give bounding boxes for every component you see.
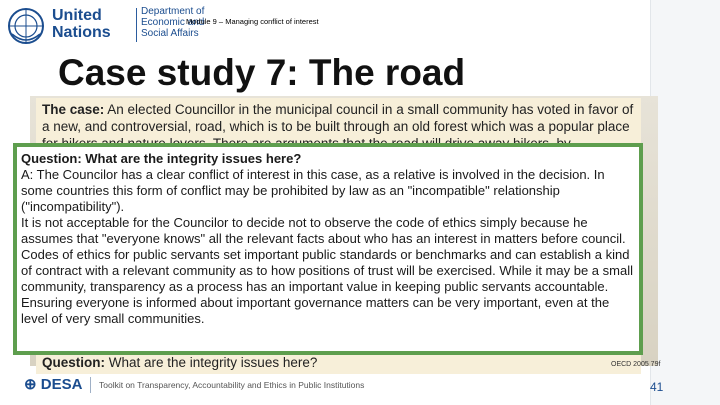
dept-line2: Economic and	[141, 17, 205, 28]
bottom-question	[36, 352, 641, 374]
dept-line1: Department of	[141, 6, 205, 17]
bottom-question-label: Question:	[42, 355, 105, 370]
module-title: Module 9 – Managing conflict of interest	[186, 17, 319, 26]
right-decorative-strip	[650, 0, 720, 405]
answer-question: Question: What are the integrity issues here?	[21, 151, 302, 166]
source-note: OECD 2005 79f	[611, 361, 661, 368]
case-text: An elected Councillor in the municipal council in a small community has voted in favor of a new, and controversial, road, which is to be built through an old forest which was a popular place	[42, 102, 634, 134]
un-wordmark	[52, 7, 111, 41]
desa-logo	[24, 375, 82, 393]
un-name-line2: Nations	[52, 24, 111, 41]
un-name-line1: United	[52, 7, 102, 24]
footer-divider	[90, 377, 91, 393]
answer-panel	[13, 143, 643, 355]
globe-icon: ⊕	[24, 376, 37, 393]
footer-toolkit-title: Toolkit on Transparency, Accountability and Ethics in Public Institutions	[99, 380, 365, 390]
bottom-question-text: What are the integrity issues here?	[105, 355, 318, 370]
dept-line3: Social Affairs	[141, 28, 199, 39]
answer-paragraph: A: The Councilor has a clear conflict of interest in this case, as a relative is involved in the decision. In some countries this form of conflict may be prohibited by law as an "incompatible" relationship ("incompatibility").	[21, 167, 605, 214]
case-label: The case:	[42, 102, 105, 117]
desa-label: DESA	[40, 376, 83, 393]
header-divider	[136, 8, 137, 42]
un-emblem-icon	[6, 6, 46, 46]
page-number: 41	[650, 380, 664, 394]
page-title: Case study 7: The road	[58, 52, 466, 93]
answer-paragraph: It is not acceptable for the Councilor to decide not to observe the code of ethics simply because he assumes that "everyone knows" all the relevant facts about who has an interest in matters before council. Codes of ethics for public servants set important public standards or benchmarks and can establish a kind of contract with a relevant community as to how positions of trust will be exercised. While it may be a small community, transparency as a process has an important value in keeping public servants accountable. Ensuring everyone is informed about important governance matters can be very important, even at the level of very small communities.	[21, 215, 633, 326]
